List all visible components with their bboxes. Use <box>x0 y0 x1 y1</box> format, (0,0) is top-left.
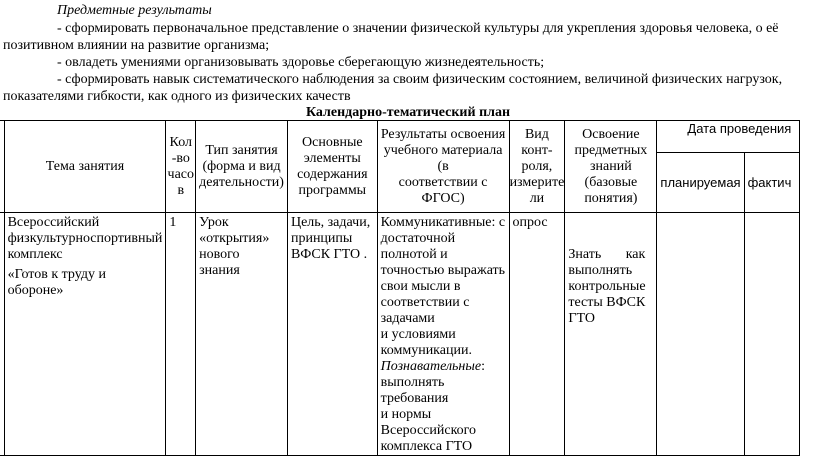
row-results: Коммуникативные: с достаточной полнотой и точностью выражать свои мысли в соответствии с задачами и условиями коммуникации. Познавательные: выполнять требования и нормы Всероссийского комплекса ГТО <box>377 213 509 456</box>
row-hours: 1 <box>166 213 196 456</box>
row-lesson-type: Урок «открытия» нового знания <box>196 213 288 456</box>
header-date: Дата проведения <box>657 121 800 153</box>
header-results: Результаты освоения учебного материала (в соответствии с ФГОС) <box>377 121 509 213</box>
row-date-planned <box>657 213 744 456</box>
table-row <box>0 213 800 456</box>
calendar-plan-table <box>0 120 800 456</box>
header-lesson-type: Тип занятия (форма и вид деятельности) <box>196 121 288 213</box>
header-date-actual: фактич <box>744 153 799 213</box>
header-knowledge: Освоение предметных знаний (базовые понятия) <box>565 121 657 213</box>
header-control: Вид конт- роля, измерите ли <box>509 121 565 213</box>
intro-bullet-3-line-2: показателями гибкости, как одного из физических качеств <box>3 89 351 104</box>
row-knowledge: Знать как выполнять контрольные тесты ВФСК ГТО <box>565 213 657 456</box>
header-content: Основные элементы содержания программы <box>287 121 377 213</box>
header-date-planned: планируемая <box>657 153 744 213</box>
intro-bullet-2: - овладеть умениями организовывать здоровье сберегающую жизнедеятельность; <box>57 55 545 70</box>
plan-title: Календарно-тематический план <box>305 105 511 120</box>
row-topic: Всероссийский физкультурноспортивный комплекс «Готов к труду и обороне» <box>4 213 166 456</box>
intro-bullet-1-line-1: - сформировать первоначальное представление о значении физической культуры для укрепления здоровья человека, о её <box>57 21 779 36</box>
intro-bullet-3-line-1: - сформировать навык систематического наблюдения за своим физическим состоянием, величиной физических нагрузок, <box>57 72 783 87</box>
row-date-actual <box>744 213 799 456</box>
header-hours: Кол -во часо в <box>166 121 196 213</box>
header-topic: Тема занятия <box>4 121 166 213</box>
row-control: опрос <box>509 213 565 456</box>
intro-heading: Предметные результаты <box>57 3 212 18</box>
row-content: Цель, задачи, принципы ВФСК ГТО . <box>287 213 377 456</box>
intro-bullet-1-line-2: позитивном влиянии на развитие организма; <box>3 38 270 53</box>
